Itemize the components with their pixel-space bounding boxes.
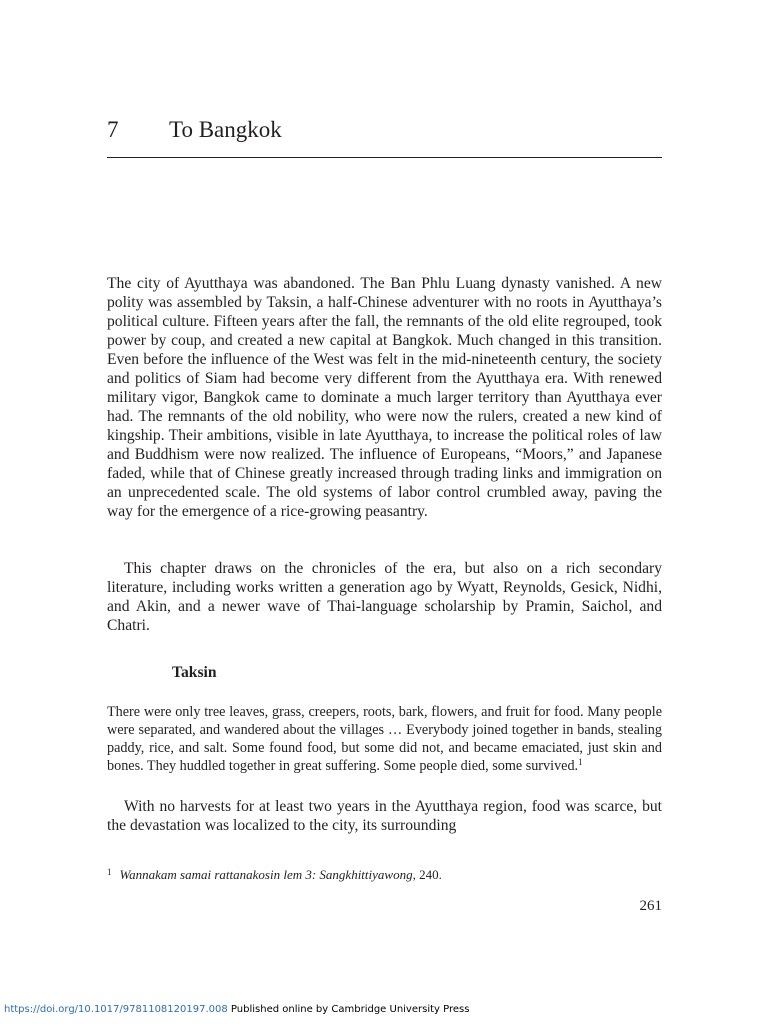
doi-link[interactable]: https://doi.org/10.1017/9781108120197.008 [4,1004,228,1015]
chapter-title: To Bangkok [169,117,282,142]
body-paragraph-3: With no harvests for at least two years in the Ayutthaya region, food was scarce, but the devastation was localized to the city, its surrounding [107,798,662,834]
chapter-divider [107,157,662,158]
footnote [107,864,662,883]
footnote-mark: 1 [107,867,112,877]
block-quote-text: There were only tree leaves, grass, creepers, roots, bark, flowers, and fruit for food. Many people were separated, and wandered about the villages … Everybody joined together in bands, stealing paddy, rice, and salt. Some found food, but some did not, and became emaciated, just skin and bones. They huddled together in great suffering. Some people died, some survived. [107,704,662,774]
footnote-reference: 1 [578,757,583,767]
body-paragraph-1: The city of Ayutthaya was abandoned. The Ban Phlu Luang dynasty vanished. A new polity was assembled by Taksin, a half-Chinese adventurer with no roots in Ayutthaya’s political culture. Fifteen years after the fall, the remnants of the old elite regrouped, took power by coup, and created a new capital at Bangkok. Much changed in this transition. Even before the influence of the West was felt in the mid-nineteenth century, the society and politics of Siam had become very different from the Ayutthaya era. With renewed military vigor, Bangkok came to dominate a much larger territory than Ayutthaya ever had. The remnants of the old nobility, who were now the rulers, created a new kind of kingship. Their ambitions, visible in late Ayutthaya, to increase the political roles of law and Buddhism were now realized. The influence of Europeans, “Moors,” and Japanese faded, while that of Chinese greatly increased through trading links and immigration on an unprecedented scale. The old systems of labor control crumbled away, paving the way for the emergence of a rice-growing peasantry. [107,275,662,520]
footnote-page: , 240. [412,867,442,882]
section-heading: Taksin [172,664,217,681]
publisher-footer [4,1003,469,1016]
chapter-heading [107,116,662,144]
chapter-number: 7 [107,117,119,142]
footnote-source: Wannakam samai rattanakosin lem 3: Sangkhittiyawong [119,867,413,882]
body-paragraph-2: This chapter draws on the chronicles of the era, but also on a rich secondary literature, including works written a generation ago by Wyatt, Reynolds, Gesick, Nidhi, and Akin, and a newer wave of Thai-language scholarship by Pramin, Saichol, and Chatri. [107,560,662,634]
page-number: 261 [639,898,662,914]
published-note: Published online by Cambridge University Press [227,1004,470,1015]
block-quote [107,703,662,775]
